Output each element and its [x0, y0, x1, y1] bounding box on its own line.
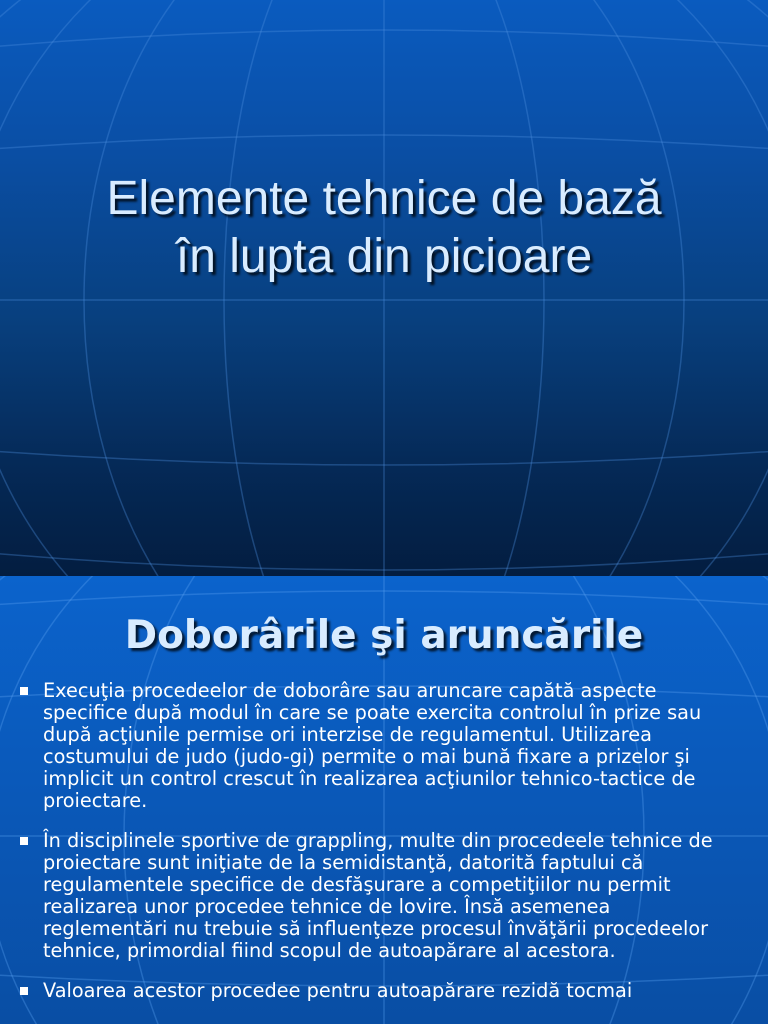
bullet-item — [0, 830, 768, 962]
title-line: în lupta din picioare — [175, 230, 593, 283]
square-bullet-icon — [20, 987, 28, 995]
square-bullet-icon — [20, 687, 28, 695]
bullet-item — [0, 680, 768, 812]
bullet-item — [0, 980, 768, 1002]
bullet-text: Valoarea acestor procedee pentru autoapărare rezidă tocmai — [43, 979, 633, 1002]
bullet-text: Execuţia procedeelor de doborâre sau aruncare capătă aspecte specifice după modul în care se poate exercita controlul în prize sau după acţiunile permise ori interzise de regulamentul. Utilizarea costumului de judo (judo-gi) permite o mai bună fixare a prizelor şi implicit un control crescut în realizarea acţiunilor tehnico-tactice de proiectare. — [43, 679, 702, 812]
slide-title: Doborârile şi aruncările — [124, 613, 644, 658]
bullet-list — [0, 680, 768, 1020]
square-bullet-icon — [20, 837, 28, 845]
slide-title — [0, 170, 768, 286]
title-line: Elemente tehnice de bază — [106, 172, 662, 225]
bullet-text: În disciplinele sportive de grappling, multe din procedeele tehnice de proiectare sunt iniţiate de la semidistanţă, datorită faptului că regulamentele specifice de desfăşurare a competiţiilor nu permit realizarea unor procedee tehnice de lovire. Însă asemenea reglementări nu trebuie să influenţeze procesul învăţării procedeelor tehnice, primordial fiind scopul de autoapărare al acestora. — [43, 829, 713, 962]
content-slide — [0, 576, 768, 1024]
